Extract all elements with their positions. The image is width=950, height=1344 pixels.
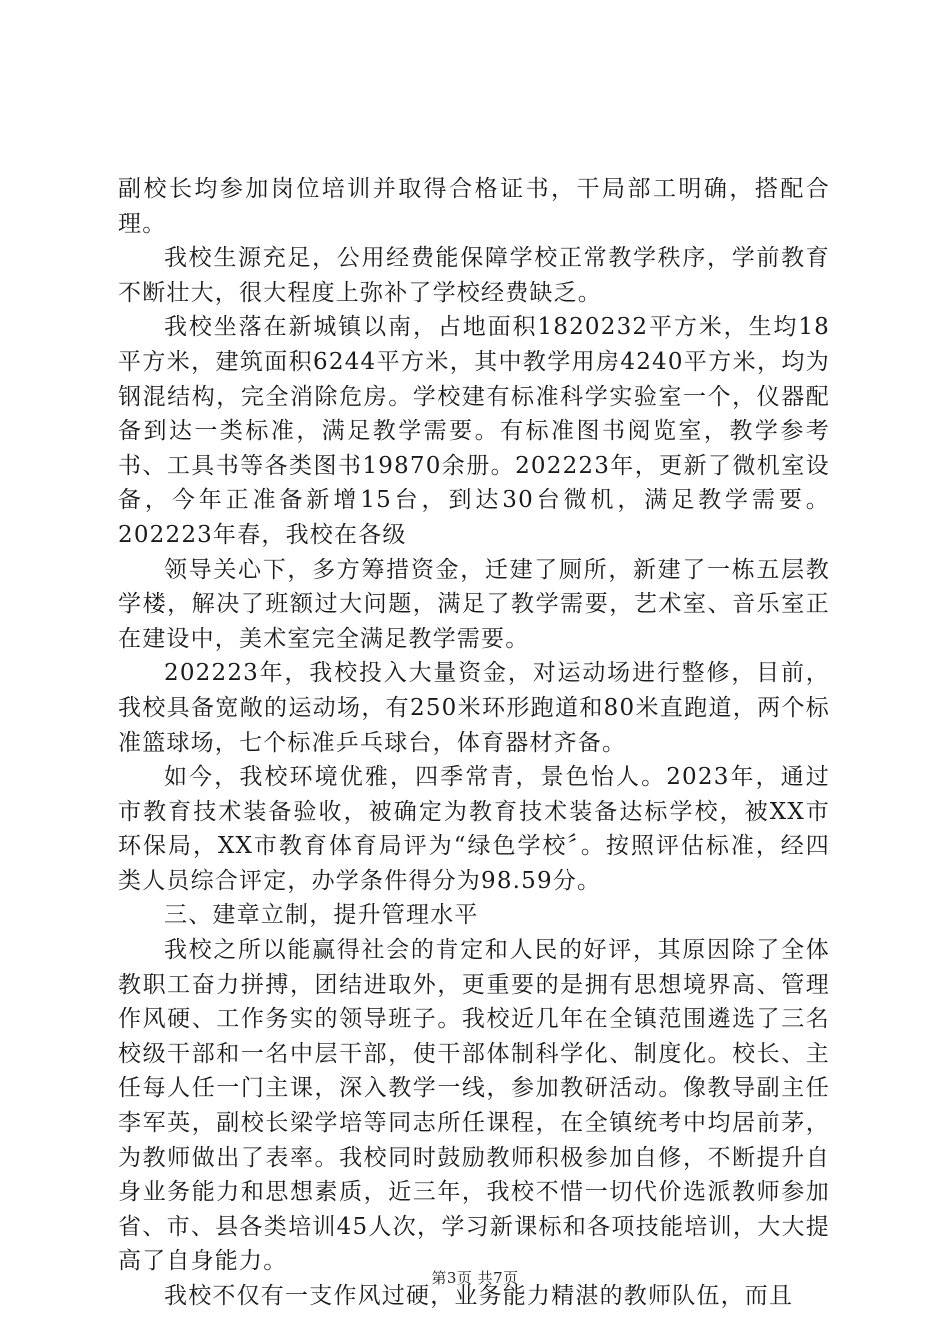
paragraph: 202223年，我校投入大量资金，对运动场进行整修，目前，我校具备宽敞的运动场，有250米环形跑道和80米直跑道，两个标准篮球场，七个标准乒乓球台，体育器材齐备。	[118, 660, 830, 756]
paragraph: 如今，我校环境优雅，四季常青，景色怡人。2023年，通过市教育技术装备验收，被确定为教育技术装备达标学校，被XX市环保局，XX市教育体育局评为“绿色学校〞。按照评估标准，经四类人员综合评定，办学条件得分为98.59分。	[118, 764, 830, 894]
paragraph: 我校生源充足，公用经费能保障学校正常教学秩序，学前教育不断壮大，很大程度上弥补了学校经费缺乏。	[118, 245, 830, 306]
paragraph: 副校长均参加岗位培训并取得合格证书，干局部工明确，搭配合理。	[118, 176, 830, 237]
paragraph: 领导关心下，多方筹措资金，迁建了厕所，新建了一栋五层教学楼，解决了班额过大问题，满足了教学需要，艺术室、音乐室正在建设中，美术室完全满足教学需要。	[118, 556, 830, 652]
document-body	[118, 172, 830, 1314]
section-heading: 三、建章立制，提升管理水平	[164, 902, 479, 929]
paragraph: 我校坐落在新城镇以南，占地面积1820232平方米，生均18平方米，建筑面积6244平方米，其中教学用房4240平方米，均为钢混结构，完全消除危房。学校建有标准科学实验室一个，仪器配备到达一类标准，满足教学需要。有标准图书阅览室，教学参考书、工具书等各类图书19870余册。202223年，更新了微机室设备，今年正准备新增15台，到达30台微机，满足教学需要。202223年春，我校在各级	[118, 314, 830, 548]
paragraph: 我校不仅有一支作风过硬，业务能力精湛的教师队伍，而且	[164, 1283, 794, 1309]
paragraph: 我校之所以能赢得社会的肯定和人民的好评，其原因除了全体教职工奋力拼搏，团结进取外，更重要的是拥有思想境界高、管理作风硬、工作务实的领导班子。我校近几年在全镇范围遴选了三名校级干部和一名中层干部，使干部体制科学化、制度化。校长、主任每人任一门主课，深入教学一线，参加教研活动。像教导副主任李军英，副校长梁学培等同志所任课程，在全镇统考中均居前茅，为教师做出了表率。我校同时鼓励教师积极参加自修，不断提升自身业务能力和思想素质，近三年，我校不惜一切代价选派教师参加省、市、县各类培训45人次，学习新课标和各项技能培训，大大提高了自身能力。	[118, 937, 830, 1275]
page-number-footer: 第3页 共7页	[431, 1269, 519, 1287]
